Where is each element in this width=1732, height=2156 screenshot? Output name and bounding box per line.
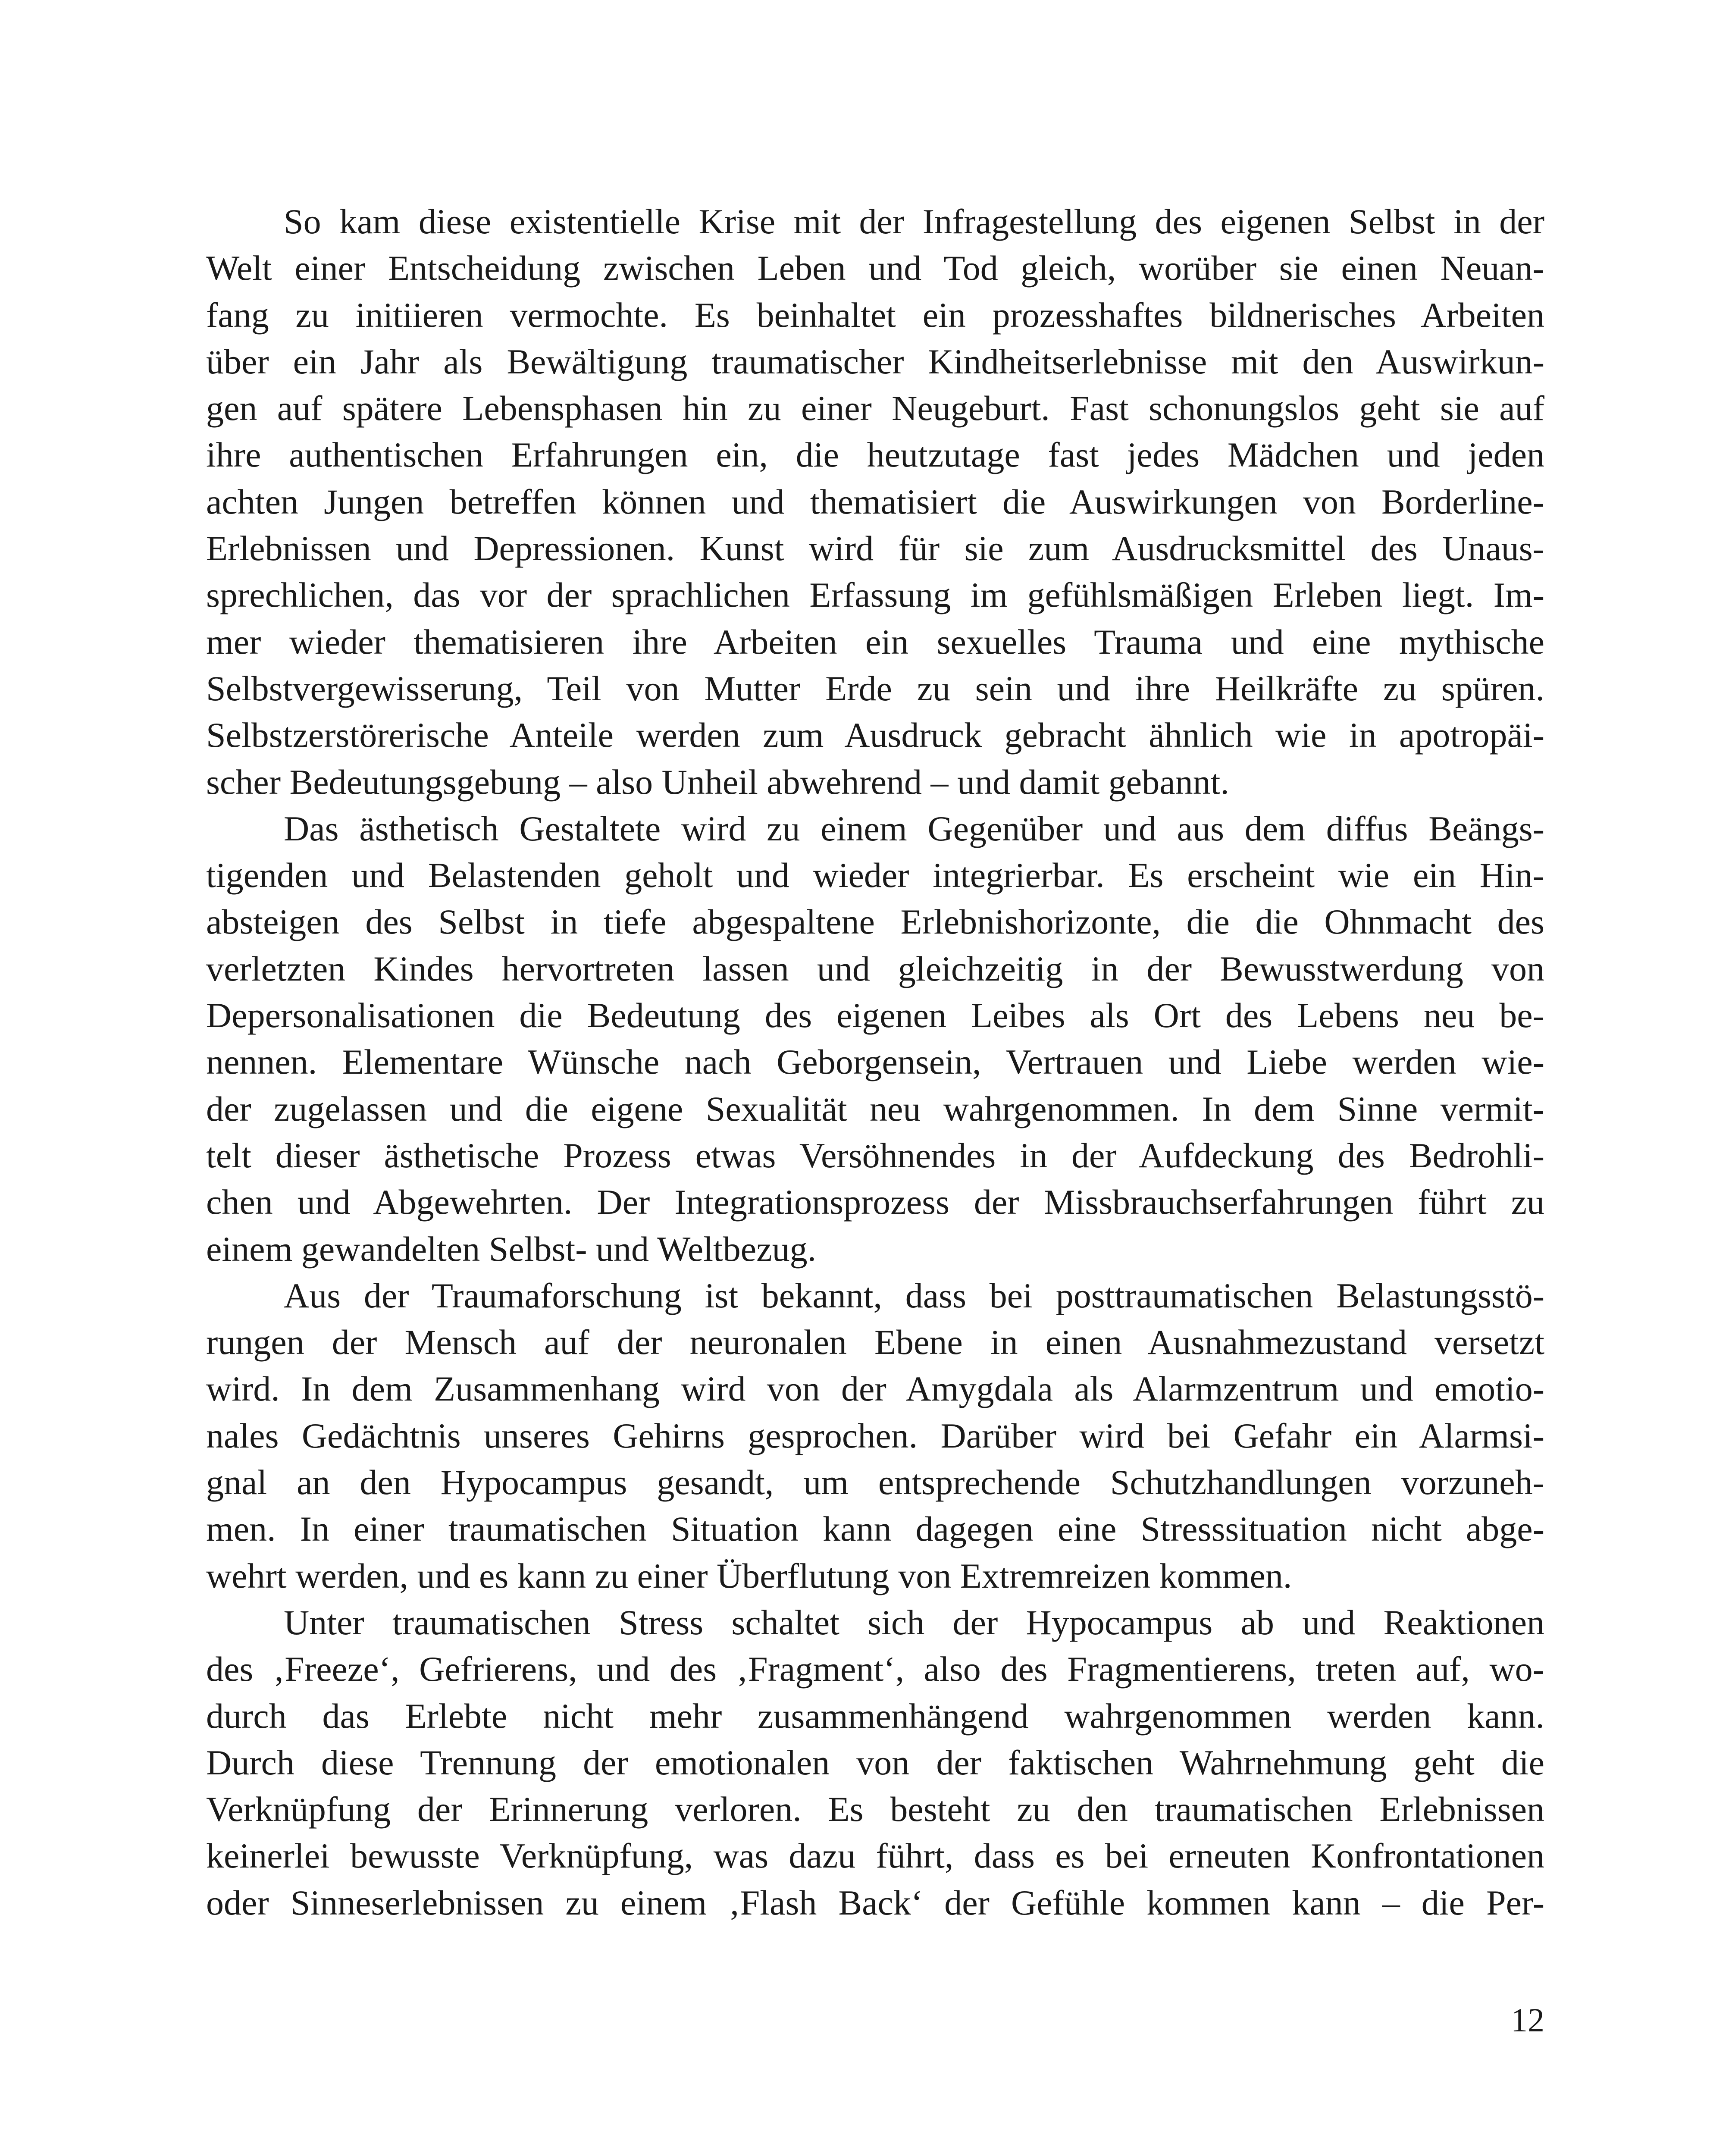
text-line: verletzten Kindes hervortreten lassen und gleichzeitig in der Bewusstwerdung von xyxy=(206,949,1544,988)
body-text xyxy=(206,198,1544,1926)
text-line: des ‚Freeze‘, Gefrierens, und des ‚Fragment‘, also des Fragmentierens, treten auf, wo- xyxy=(206,1649,1544,1689)
text-line: Unter traumatischen Stress schaltet sich der Hypocampus ab und Reaktionen xyxy=(284,1602,1544,1642)
text-line: tigenden und Belastenden geholt und wieder integrierbar. Es erscheint wie ein Hin- xyxy=(206,856,1544,895)
text-line: einem gewandelten Selbst- und Weltbezug. xyxy=(206,1229,817,1269)
text-line: gen auf spätere Lebensphasen hin zu einer Neugeburt. Fast schonungslos geht sie auf xyxy=(206,389,1544,428)
text-line: über ein Jahr als Bewältigung traumatischer Kindheitserlebnisse mit den Auswirkun- xyxy=(206,342,1544,381)
text-line: Welt einer Entscheidung zwischen Leben und Tod gleich, worüber sie einen Neuan- xyxy=(206,248,1544,288)
text-line: durch das Erlebte nicht mehr zusammenhängend wahrgenommen werden kann. xyxy=(206,1696,1544,1736)
text-line: fang zu initiieren vermochte. Es beinhaltet ein prozesshaftes bildnerisches Arbeiten xyxy=(206,295,1544,335)
text-line: der zugelassen und die eigene Sexualität neu wahrgenommen. In dem Sinne vermit- xyxy=(206,1089,1544,1128)
text-line: oder Sinneserlebnissen zu einem ‚Flash Back‘ der Gefühle kommen kann – die Per- xyxy=(206,1883,1544,1922)
text-line: nennen. Elementare Wünsche nach Geborgensein, Vertrauen und Liebe werden wie- xyxy=(206,1042,1544,1082)
text-line: Selbstzerstörerische Anteile werden zum Ausdruck gebracht ähnlich wie in apotropäi- xyxy=(206,715,1544,755)
text-line: absteigen des Selbst in tiefe abgespaltene Erlebnishorizonte, die die Ohnmacht des xyxy=(206,902,1544,942)
paragraph xyxy=(206,1272,1544,1599)
text-line: telt dieser ästhetische Prozess etwas Versöhnendes in der Aufdeckung des Bedrohli- xyxy=(206,1135,1544,1175)
text-line: chen und Abgewehrten. Der Integrationsprozess der Missbrauchserfahrungen führt zu xyxy=(206,1182,1544,1222)
text-line: Selbstvergewisserung, Teil von Mutter Erde zu sein und ihre Heilkräfte zu spüren. xyxy=(206,668,1544,708)
text-line: keinerlei bewusste Verknüpfung, was dazu führt, dass es bei erneuten Konfrontationen xyxy=(206,1836,1544,1876)
text-line: So kam diese existentielle Krise mit der Infragestellung des eigenen Selbst in der xyxy=(284,202,1544,241)
text-line: Das ästhetisch Gestaltete wird zu einem Gegenüber und aus dem diffus Beängs- xyxy=(284,808,1544,848)
paragraph xyxy=(206,805,1544,1272)
text-line: men. In einer traumatischen Situation kann dagegen eine Stresssituation nicht abge- xyxy=(206,1509,1544,1549)
text-line: scher Bedeutungsgebung – also Unheil abwehrend – und damit gebannt. xyxy=(206,762,1229,802)
text-line: Depersonalisationen die Bedeutung des eigenen Leibes als Ort des Lebens neu be- xyxy=(206,996,1544,1035)
text-line: achten Jungen betreffen können und thematisiert die Auswirkungen von Borderline- xyxy=(206,482,1544,521)
page-number: 12 xyxy=(1511,2001,1544,2039)
text-line: wird. In dem Zusammenhang wird von der Amygdala als Alarmzentrum und emotio- xyxy=(206,1369,1544,1409)
paragraph xyxy=(206,1599,1544,1926)
text-line: Verknüpfung der Erinnerung verloren. Es besteht zu den traumatischen Erlebnissen xyxy=(206,1789,1544,1829)
text-line: Durch diese Trennung der emotionalen von der faktischen Wahrnehmung geht die xyxy=(206,1742,1544,1782)
text-line: rungen der Mensch auf der neuronalen Ebene in einen Ausnahmezustand versetzt xyxy=(206,1322,1544,1362)
text-line: gnal an den Hypocampus gesandt, um entsprechende Schutzhandlungen vorzuneh- xyxy=(206,1463,1544,1502)
paragraph xyxy=(206,198,1544,805)
text-line: nales Gedächtnis unseres Gehirns gesprochen. Darüber wird bei Gefahr ein Alarmsi- xyxy=(206,1416,1544,1455)
text-line: Aus der Traumaforschung ist bekannt, dass bei posttraumatischen Belastungsstö- xyxy=(284,1275,1544,1315)
text-line: mer wieder thematisieren ihre Arbeiten ein sexuelles Trauma und eine mythische xyxy=(206,622,1544,661)
text-line: wehrt werden, und es kann zu einer Überflutung von Extremreizen kommen. xyxy=(206,1556,1292,1595)
text-line: sprechlichen, das vor der sprachlichen Erfassung im gefühlsmäßigen Erleben liegt. Im- xyxy=(206,575,1544,615)
text-line: ihre authentischen Erfahrungen ein, die heutzutage fast jedes Mädchen und jeden xyxy=(206,435,1544,475)
text-line: Erlebnissen und Depressionen. Kunst wird für sie zum Ausdrucksmittel des Unaus- xyxy=(206,529,1544,568)
